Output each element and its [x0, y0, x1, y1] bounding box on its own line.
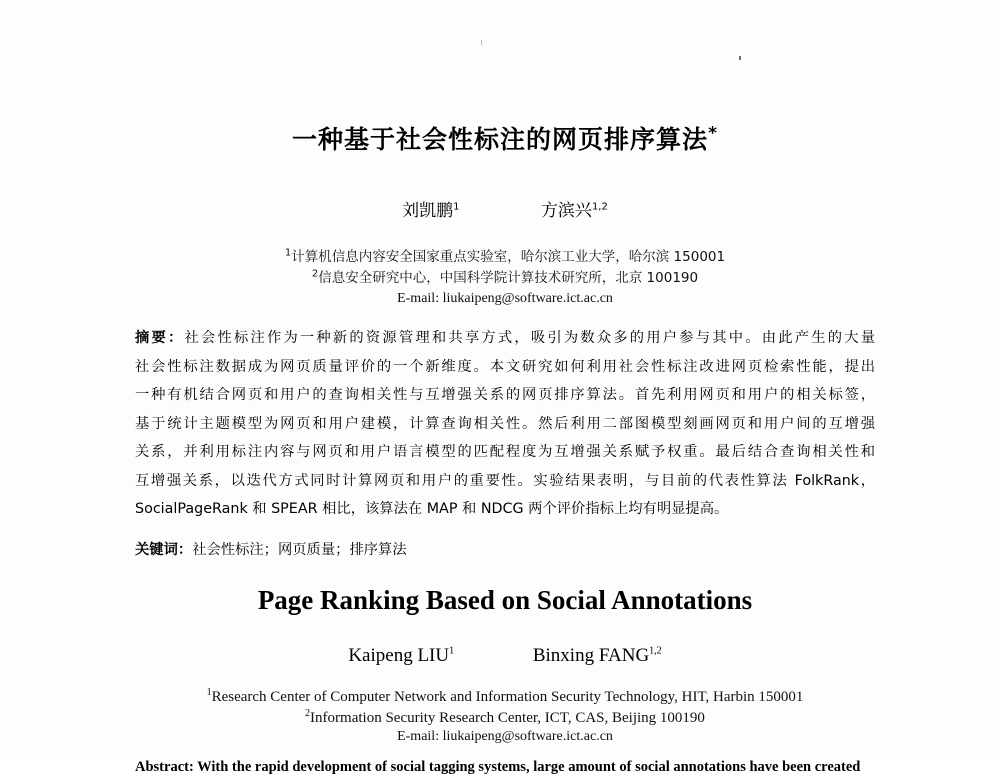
- affiliation-mark: 2: [311, 268, 319, 280]
- affiliation-mark: 1: [453, 201, 460, 213]
- english-author: [348, 645, 454, 667]
- english-affiliation-text: Research Center of Computer Network and Information Security Technology, HIT, Harbin 150001: [211, 688, 804, 705]
- abstract-line: 社会性标注数据成为网页质量评价的一个新维度。本文研究如何利用社会性标注改进网页检索性能，提出: [135, 358, 875, 375]
- chinese-email: E-mail: liukaipeng@software.ict.ac.cn: [397, 291, 613, 306]
- chinese-author-name: 刘凯鹏: [402, 201, 454, 221]
- english-author-list: [135, 645, 875, 667]
- english-title: Page Ranking Based on Social Annotations: [257, 584, 753, 615]
- abstract-line: SocialPageRank 和 SPEAR 相比，该算法在 MAP 和 NDCG 两个评价指标上均有明显提高。: [135, 501, 729, 517]
- keywords-label: 关键词：: [135, 541, 193, 558]
- chinese-title-text: 一种基于社会性标注的网页排序算法: [292, 125, 709, 154]
- page-content: [135, 0, 875, 776]
- affiliation-mark: 1,2: [649, 645, 662, 657]
- affiliation-mark: 1: [206, 686, 212, 698]
- english-author-name: Kaipeng LIU: [348, 644, 450, 666]
- abstract-line: 一种有机结合网页和用户的查询相关性与互增强关系的网页排序算法。首先利用网页和用户的相关标签，: [135, 387, 875, 403]
- english-author: [533, 645, 662, 667]
- english-abstract: Abstract: With the rapid development of social tagging systems, large amount of social annotations have been created: [135, 758, 861, 775]
- english-email: E-mail: liukaipeng@software.ict.ac.cn: [397, 728, 613, 744]
- abstract-line-text: 社会性标注作为一种新的资源管理和共享方式，吸引为数众多的用户参与其中。由此产生的大量: [184, 330, 876, 346]
- english-affiliation-text: Information Security Research Center, ICT, CAS, Beijing 100190: [310, 709, 705, 726]
- keywords-text: 社会性标注；网页质量；排序算法: [192, 541, 407, 558]
- chinese-affiliation-text: 计算机信息内容安全国家重点实验室，哈尔滨工业大学，哈尔滨 150001: [291, 249, 726, 265]
- affiliation-mark: 1: [449, 645, 455, 657]
- chinese-author: [541, 196, 608, 221]
- affiliation-mark: 1,2: [591, 201, 608, 213]
- abstract-line: 基于统计主题模型为网页和用户建模，计算查询相关性。然后利用二部图模型刻画网页和用户间的互增强: [135, 415, 875, 432]
- chinese-abstract: [135, 324, 875, 524]
- chinese-title: [135, 120, 875, 156]
- chinese-author-list: [135, 196, 875, 221]
- chinese-author-name: 方滨兴: [540, 201, 592, 221]
- chinese-author: [402, 196, 459, 221]
- english-affiliation: [135, 687, 875, 708]
- chinese-keywords: [135, 539, 875, 559]
- english-author-name: Binxing FANG: [532, 644, 650, 666]
- title-footnote-marker: *: [708, 123, 718, 144]
- chinese-affiliation-text: 信息安全研究中心，中国科学院计算技术研究所，北京 100190: [318, 270, 699, 286]
- abstract-line: [135, 324, 875, 353]
- english-affiliation-list: [135, 687, 875, 729]
- english-affiliation: [135, 708, 875, 729]
- chinese-affiliation: [135, 268, 875, 289]
- chinese-affiliation: [135, 247, 875, 268]
- chinese-affiliation-list: [135, 247, 875, 289]
- abstract-label: 摘要：: [135, 330, 185, 346]
- affiliation-mark: 2: [305, 707, 311, 719]
- abstract-line: 关系，并利用标注内容与网页和用户语言模型的匹配程度为互增强关系赋予权重。最后结合查询相关性和: [135, 444, 875, 460]
- abstract-line: 互增强关系，以迭代方式同时计算网页和用户的重要性。实验结果表明，与目前的代表性算法 FolkRank，: [135, 472, 875, 489]
- affiliation-mark: 1: [284, 247, 292, 259]
